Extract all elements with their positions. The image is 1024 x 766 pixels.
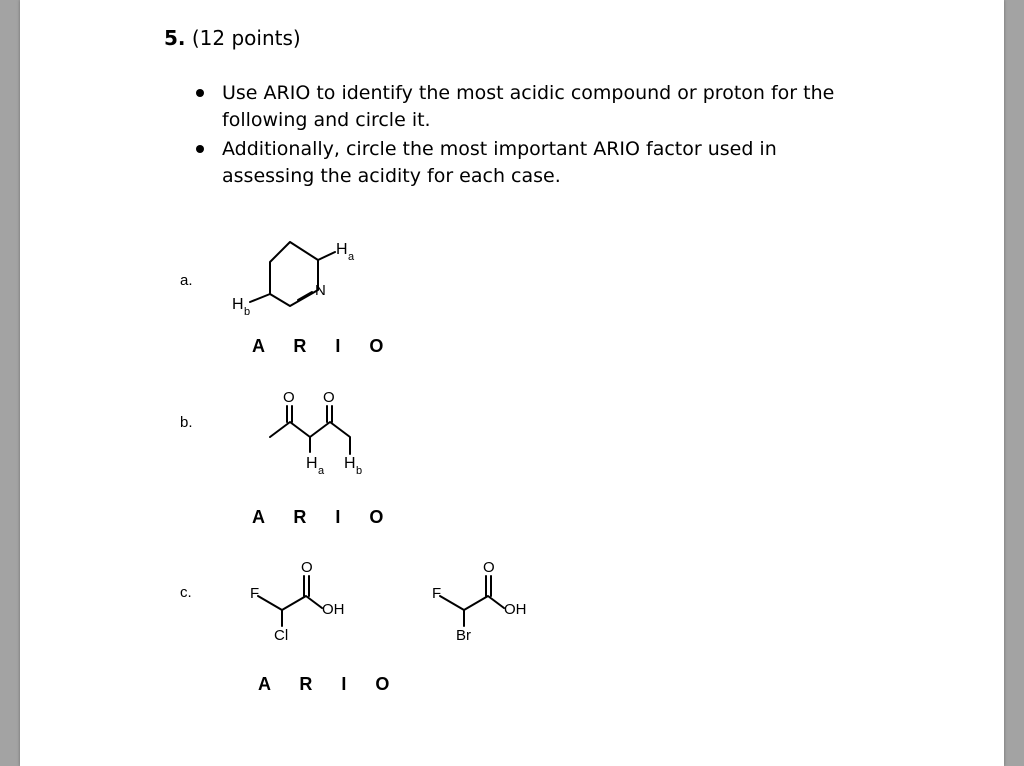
part-a-hb-bond xyxy=(250,294,270,302)
part-c1-chlorine: Cl xyxy=(274,627,289,644)
part-b-o1: O xyxy=(283,389,295,406)
part-c2-hydroxyl: OH xyxy=(504,601,527,618)
part-a-ring xyxy=(270,242,318,306)
part-a-ha-bond xyxy=(318,252,335,260)
part-a-label: a. xyxy=(180,272,193,289)
part-c-compound-2 xyxy=(424,552,564,648)
part-a-hb-sub: b xyxy=(244,306,251,318)
part-c1-chain xyxy=(258,596,322,610)
instruction-list xyxy=(194,80,874,192)
part-b-ario[interactable]: A R I O xyxy=(252,507,396,527)
part-a-double-bond xyxy=(298,292,312,300)
part-b-structure xyxy=(230,382,410,482)
instruction-item: Additionally, circle the most important ARIO factor used in assessing the acidity for each case. xyxy=(194,136,874,190)
part-c1-hydroxyl: OH xyxy=(322,601,345,618)
part-a-structure xyxy=(220,230,380,320)
document-page xyxy=(20,0,1004,766)
part-b-hb: H xyxy=(344,455,356,472)
part-b-ha-sub: a xyxy=(318,465,325,477)
part-c2-bromine: Br xyxy=(456,627,471,644)
part-a-ha: H xyxy=(336,241,348,258)
part-c2-chain xyxy=(440,596,504,610)
part-c2-fluorine: F xyxy=(432,585,442,602)
instruction-item: Use ARIO to identify the most acidic compound or proton for the following and circle it. xyxy=(194,80,874,134)
part-a-ha-sub: a xyxy=(348,251,355,263)
question-title xyxy=(164,26,301,50)
part-b-ha: H xyxy=(306,455,318,472)
part-c2-oxygen: O xyxy=(483,559,495,576)
question-points: (12 points) xyxy=(191,26,301,50)
part-b-o2: O xyxy=(323,389,335,406)
part-a-nitrogen: N xyxy=(315,282,326,299)
part-c1-oxygen: O xyxy=(301,559,313,576)
part-a-ario[interactable]: A R I O xyxy=(252,336,396,356)
part-a-hb: H xyxy=(232,296,244,313)
part-c1-fluorine: F xyxy=(250,585,260,602)
part-b-label: b. xyxy=(180,414,193,431)
question-number: 5. xyxy=(164,26,186,50)
part-c-label: c. xyxy=(180,584,192,601)
part-c-ario[interactable]: A R I O xyxy=(258,674,402,694)
part-c-compound-1 xyxy=(242,552,382,648)
part-b-hb-sub: b xyxy=(356,465,363,477)
